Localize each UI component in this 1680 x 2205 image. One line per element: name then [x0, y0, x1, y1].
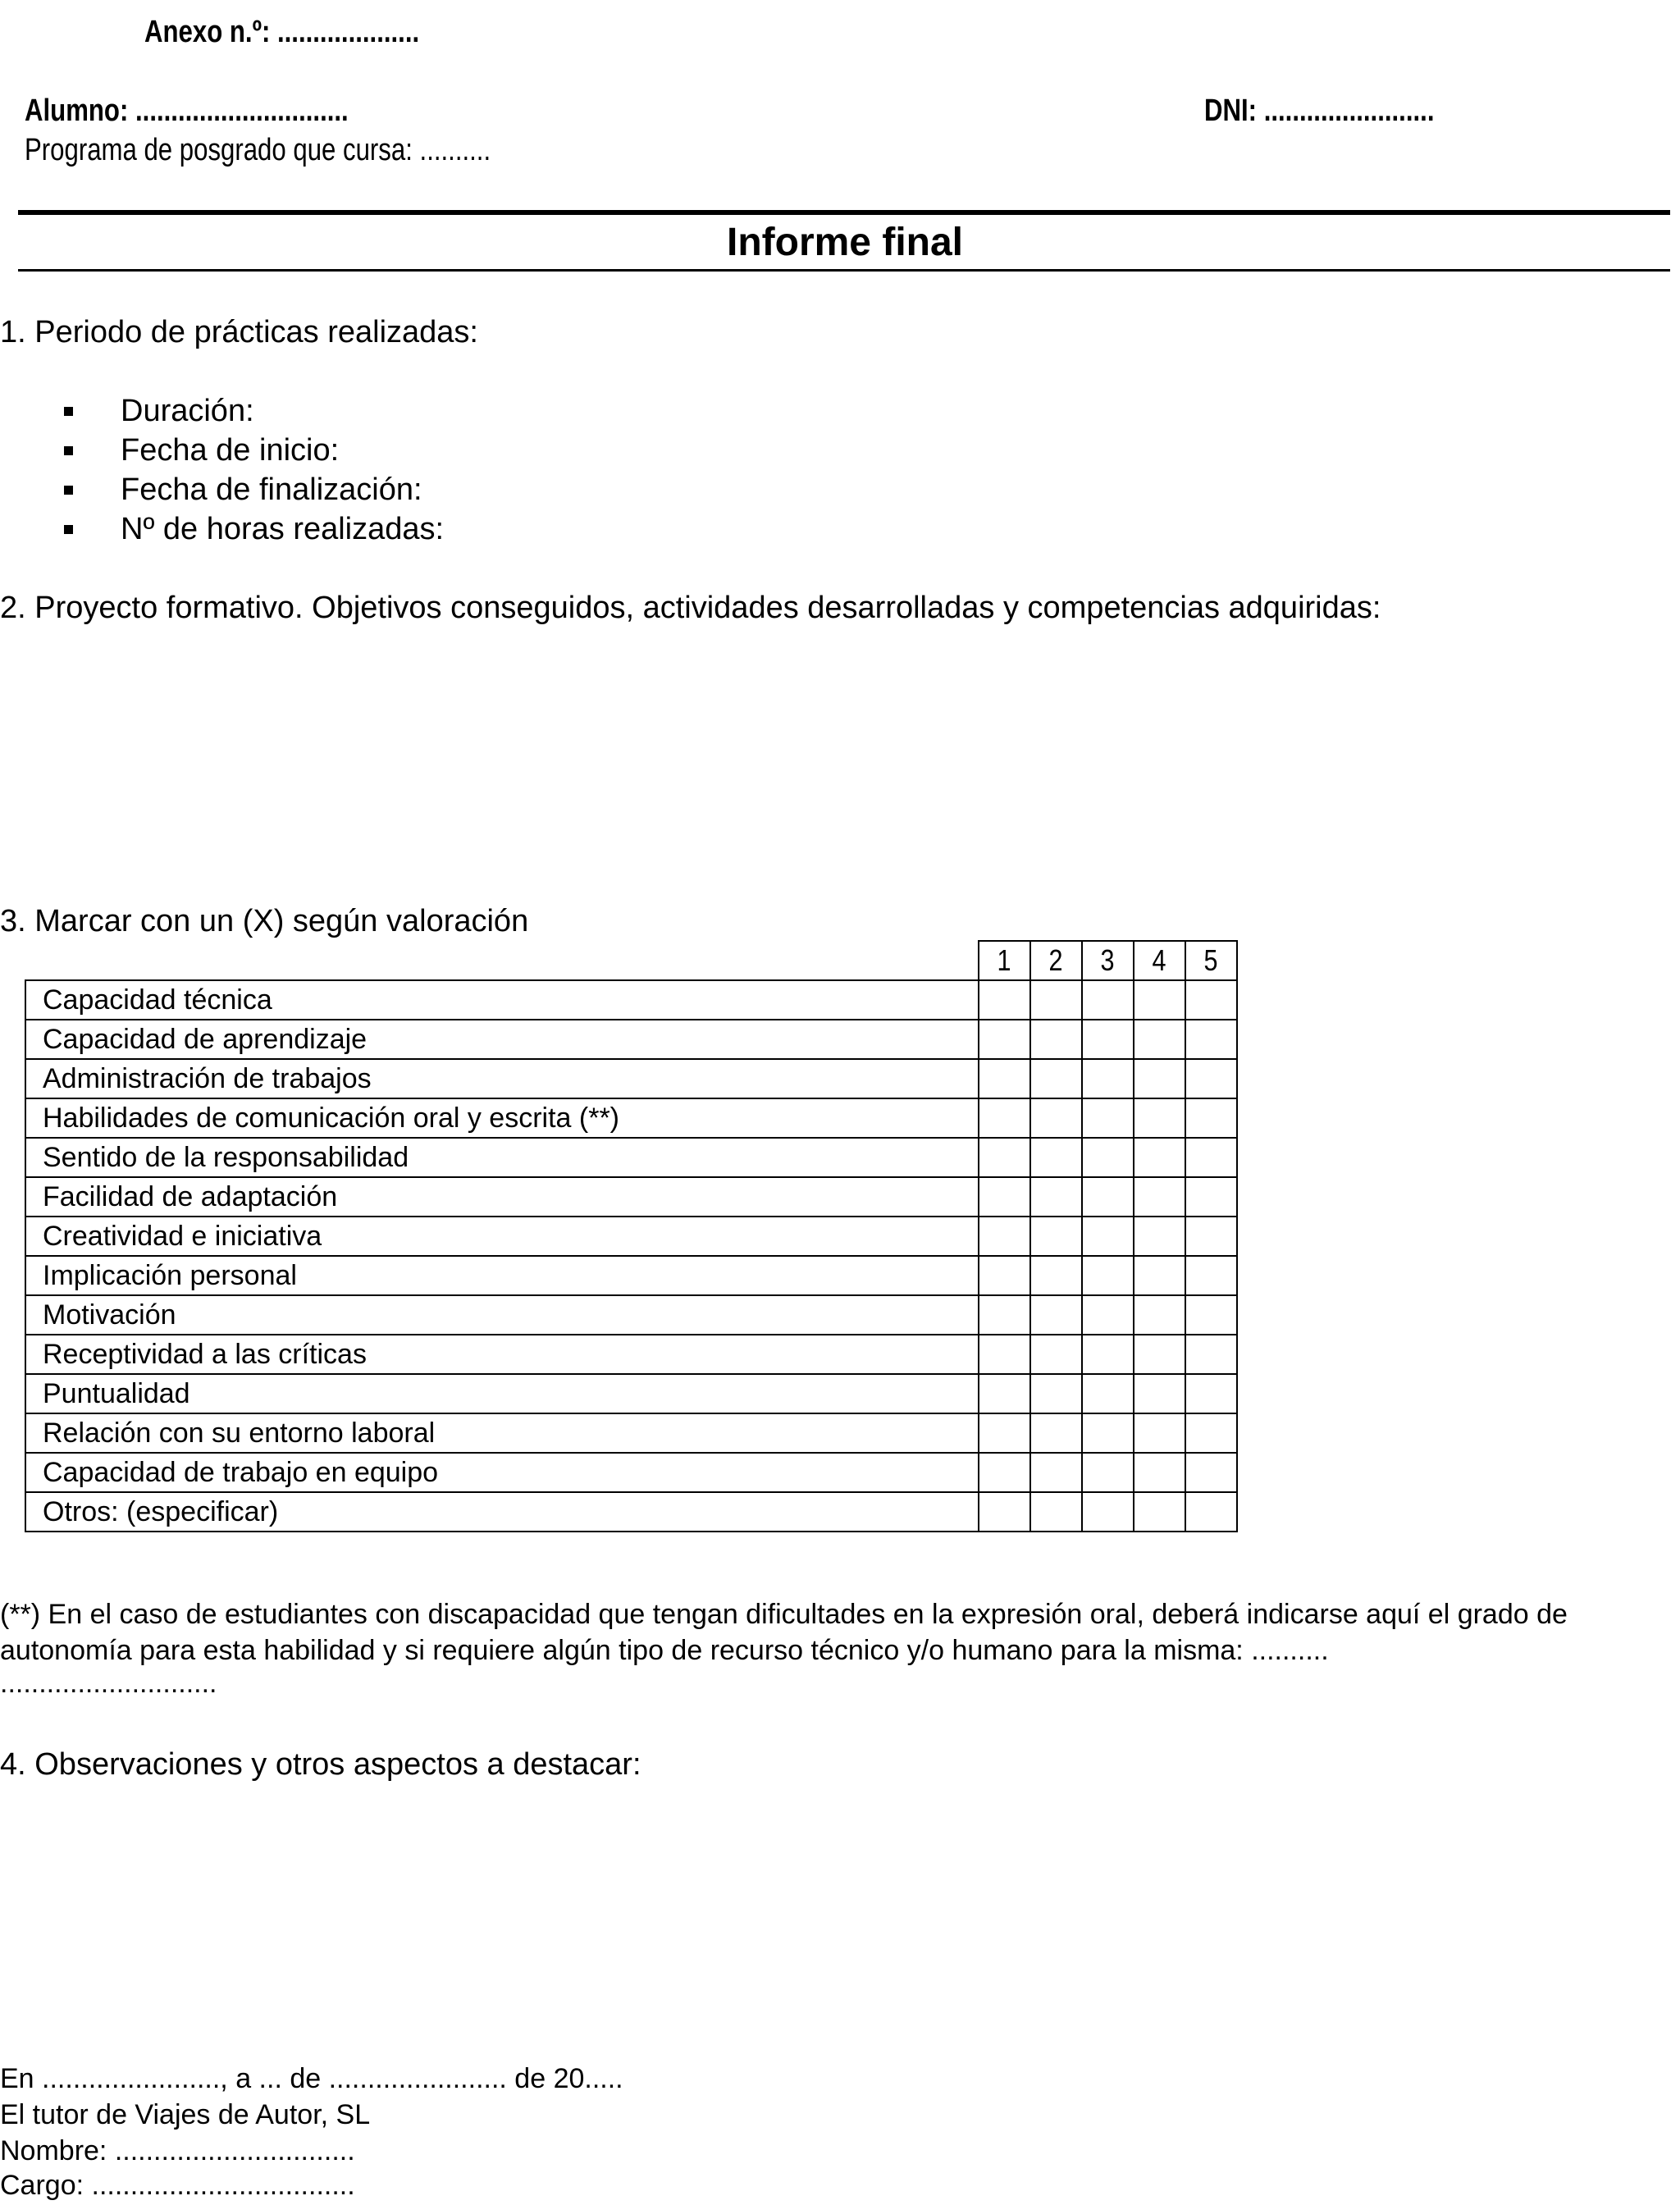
rating-cell[interactable] [1185, 1059, 1237, 1098]
scale-2: 2 [1030, 941, 1082, 980]
rating-cell[interactable] [1185, 1256, 1237, 1295]
bullet-icon [64, 486, 73, 495]
table-row [25, 1295, 1237, 1335]
table-row [25, 1256, 1237, 1295]
criterion-label: Implicación personal [25, 1256, 979, 1295]
rating-cell[interactable] [1185, 1138, 1237, 1177]
rating-cell[interactable] [1134, 1059, 1185, 1098]
section-3-heading: 3. Marcar con un (X) según valoración [0, 904, 529, 938]
title-top-rule [18, 210, 1670, 215]
table-row [25, 1138, 1237, 1177]
rating-cell[interactable] [1134, 1217, 1185, 1256]
rating-cell[interactable] [979, 1256, 1030, 1295]
criterion-label: Otros: (especificar) [25, 1492, 979, 1532]
rating-cell[interactable] [1082, 1059, 1134, 1098]
rating-cell[interactable] [979, 1374, 1030, 1413]
table-row [25, 1413, 1237, 1453]
rating-cell[interactable] [1134, 1138, 1185, 1177]
rating-cell[interactable] [1185, 1177, 1237, 1217]
tutor-position-field: Cargo: .................................. [0, 2170, 355, 2201]
footnote-line-2: autonomía para esta habilidad y si requiere algún tipo de recurso técnico y/o humano para la misma: .......... [0, 1635, 1329, 1666]
footnote-line-1: (**) En el caso de estudiantes con discapacidad que tengan dificultades en la expresión oral, deberá indicarse aquí el grado de [0, 1599, 1568, 1630]
list-item-hours: Nº de horas realizadas: [121, 512, 445, 546]
rating-cell[interactable] [1134, 1020, 1185, 1059]
rating-cell[interactable] [1082, 1138, 1134, 1177]
rating-cell[interactable] [979, 1177, 1030, 1217]
footnote-line-3: ............................ [0, 1668, 217, 1699]
table-row [25, 1374, 1237, 1413]
criterion-label: Administración de trabajos [25, 1059, 979, 1098]
criterion-label: Habilidades de comunicación oral y escrita (**) [25, 1098, 979, 1138]
page-title: Informe final [726, 221, 964, 264]
scale-1: 1 [979, 941, 1030, 980]
table-row [25, 1217, 1237, 1256]
criterion-label: Capacidad técnica [25, 980, 979, 1020]
criterion-label: Facilidad de adaptación [25, 1177, 979, 1217]
rating-cell[interactable] [979, 1098, 1030, 1138]
section-4-heading: 4. Observaciones y otros aspectos a destacar: [0, 1747, 641, 1782]
rating-cell[interactable] [1030, 1256, 1082, 1295]
rating-cell[interactable] [1185, 1374, 1237, 1413]
bullet-icon [64, 407, 73, 416]
title-bottom-rule [18, 269, 1670, 272]
table-row [25, 1492, 1237, 1532]
table-row [25, 1453, 1237, 1492]
student-name-field: Alumno: .............................. [25, 94, 349, 128]
scale-4: 4 [1134, 941, 1185, 980]
rating-cell[interactable] [979, 980, 1030, 1020]
list-item-duration: Duración: [121, 394, 254, 428]
rating-cell[interactable] [979, 1413, 1030, 1453]
bullet-icon [64, 525, 73, 534]
rating-cell[interactable] [979, 1335, 1030, 1374]
postgraduate-program-field: Programa de posgrado que cursa: .......... [25, 133, 491, 167]
rating-cell[interactable] [1134, 1256, 1185, 1295]
rating-cell[interactable] [1134, 1177, 1185, 1217]
tutor-line: El tutor de Viajes de Autor, SL [0, 2099, 371, 2130]
rating-cell[interactable] [1185, 1020, 1237, 1059]
scale-5: 5 [1185, 941, 1237, 980]
criterion-label: Motivación [25, 1295, 979, 1335]
list-item-start-date: Fecha de inicio: [121, 433, 340, 468]
rating-cell[interactable] [1185, 1295, 1237, 1335]
rating-cell[interactable] [1030, 1217, 1082, 1256]
rating-cell[interactable] [979, 1020, 1030, 1059]
rating-cell[interactable] [1185, 1492, 1237, 1532]
criterion-label: Relación con su entorno laboral [25, 1413, 979, 1453]
rating-cell[interactable] [1030, 1177, 1082, 1217]
table-row [25, 1335, 1237, 1374]
criterion-label: Sentido de la responsabilidad [25, 1138, 979, 1177]
rating-scale-header [25, 941, 1237, 980]
criterion-label: Creatividad e iniciativa [25, 1217, 979, 1256]
rating-cell[interactable] [1134, 1413, 1185, 1453]
rating-cell[interactable] [1082, 1098, 1134, 1138]
rating-cell[interactable] [1185, 1453, 1237, 1492]
rating-cell[interactable] [1134, 1295, 1185, 1335]
dni-field: DNI: ........................ [1204, 94, 1435, 128]
criterion-label: Receptividad a las críticas [25, 1335, 979, 1374]
rating-cell[interactable] [1082, 1217, 1134, 1256]
rating-cell[interactable] [1082, 980, 1134, 1020]
rating-cell[interactable] [1185, 1335, 1237, 1374]
rating-cell[interactable] [1030, 1492, 1082, 1532]
rating-cell[interactable] [979, 1492, 1030, 1532]
tutor-name-field: Nombre: ............................... [0, 2135, 355, 2166]
rating-cell[interactable] [1030, 1335, 1082, 1374]
rating-cell[interactable] [1030, 1020, 1082, 1059]
place-date-line: En ......................., a ... de ....................... de 20..... [0, 2063, 623, 2094]
rating-cell[interactable] [1030, 1413, 1082, 1453]
rating-cell[interactable] [1185, 1217, 1237, 1256]
rating-cell[interactable] [1134, 980, 1185, 1020]
rating-cell[interactable] [1134, 1492, 1185, 1532]
rating-cell[interactable] [1134, 1335, 1185, 1374]
rating-cell[interactable] [1030, 1295, 1082, 1335]
rating-cell[interactable] [1185, 980, 1237, 1020]
rating-cell[interactable] [1082, 1177, 1134, 1217]
rating-cell[interactable] [1082, 1335, 1134, 1374]
table-row [25, 980, 1237, 1020]
rating-cell[interactable] [1030, 1098, 1082, 1138]
section-2-heading: 2. Proyecto formativo. Objetivos conseguidos, actividades desarrolladas y competencias adquiridas: [0, 591, 1381, 625]
annex-number: Anexo n.º: .................... [144, 15, 420, 49]
rating-cell[interactable] [1082, 1492, 1134, 1532]
rating-cell[interactable] [1082, 1374, 1134, 1413]
rating-cell[interactable] [1082, 1020, 1134, 1059]
list-item-end-date: Fecha de finalización: [121, 472, 422, 507]
rating-cell[interactable] [1030, 1374, 1082, 1413]
rating-cell[interactable] [1030, 1453, 1082, 1492]
rating-cell[interactable] [1082, 1295, 1134, 1335]
rating-cell[interactable] [1030, 1059, 1082, 1098]
rating-table [25, 940, 1238, 1532]
rating-cell[interactable] [1185, 1413, 1237, 1453]
rating-cell[interactable] [979, 1059, 1030, 1098]
rating-cell[interactable] [1082, 1453, 1134, 1492]
bullet-icon [64, 446, 73, 455]
criterion-label: Puntualidad [25, 1374, 979, 1413]
rating-cell[interactable] [1185, 1098, 1237, 1138]
rating-cell[interactable] [1134, 1453, 1185, 1492]
rating-cell[interactable] [1030, 980, 1082, 1020]
rating-cell[interactable] [1082, 1256, 1134, 1295]
criterion-label: Capacidad de aprendizaje [25, 1020, 979, 1059]
rating-cell[interactable] [1082, 1413, 1134, 1453]
table-row [25, 1177, 1237, 1217]
section-1-heading: 1. Periodo de prácticas realizadas: [0, 315, 478, 349]
rating-cell[interactable] [979, 1295, 1030, 1335]
rating-cell[interactable] [1134, 1374, 1185, 1413]
rating-cell[interactable] [979, 1138, 1030, 1177]
table-row [25, 1098, 1237, 1138]
scale-3: 3 [1082, 941, 1134, 980]
table-row [25, 1020, 1237, 1059]
rating-cell[interactable] [979, 1217, 1030, 1256]
criterion-label: Capacidad de trabajo en equipo [25, 1453, 979, 1492]
rating-cell[interactable] [1134, 1098, 1185, 1138]
rating-cell[interactable] [1030, 1138, 1082, 1177]
rating-cell[interactable] [979, 1453, 1030, 1492]
table-row [25, 1059, 1237, 1098]
